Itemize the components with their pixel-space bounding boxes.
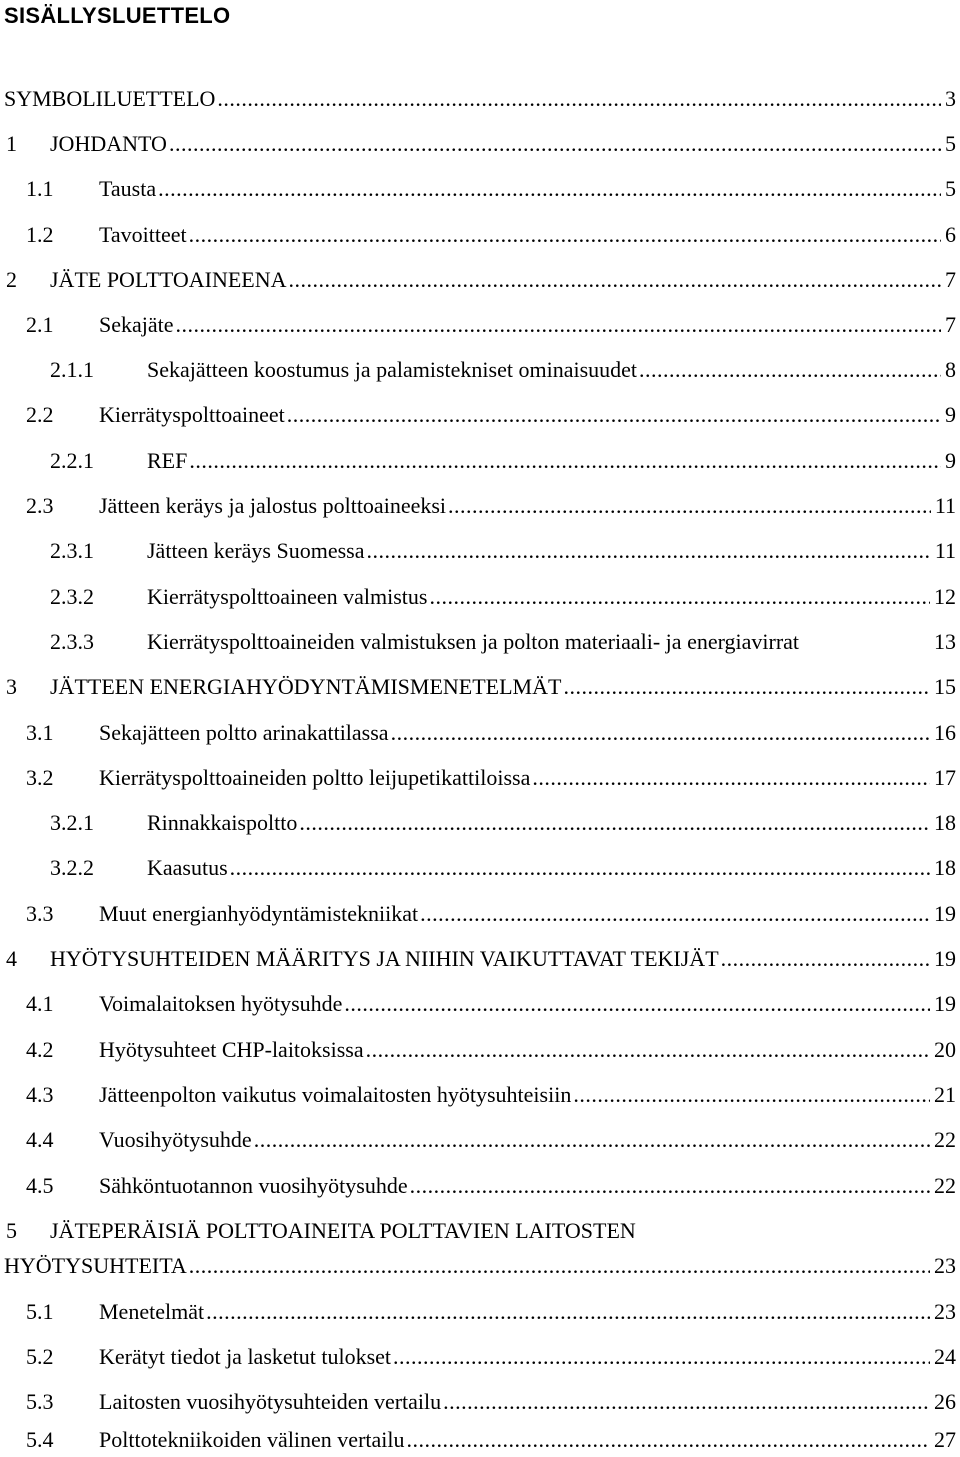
toc-entry-number: 4 [6,946,17,971]
toc-entry-3-2-2[interactable] [0,853,958,883]
toc-leader-dots [289,265,942,295]
toc-entry-title: JOHDANTO [50,131,167,156]
toc-entry-number: 2.3.2 [50,584,94,609]
toc-entry-3-3[interactable] [0,899,958,929]
toc-entry-page: 21 [934,1082,956,1107]
toc-entry-symboliluettelo[interactable] [0,84,958,114]
toc-entry-number: 4.2 [26,1037,54,1062]
toc-entry-title: Laitosten vuosihyötysuhteiden vertailu [99,1389,442,1414]
toc-leader-dots [230,853,930,883]
toc-entry-title: Sekajäte [99,312,174,337]
toc-entry-title: JÄTTEEN ENERGIAHYÖDYNTÄMISMENETELMÄT [50,674,562,699]
toc-entry-page: 22 [934,1173,956,1198]
toc-entry-title-line1: JÄTEPERÄISIÄ POLTTOAINEITA POLTTAVIEN LAITOSTEN [50,1218,636,1243]
toc-entry-number: 5.3 [26,1389,54,1414]
toc-entry-2-1-1[interactable] [0,355,958,385]
toc-leader-dots [443,1387,930,1417]
toc-entry-title: Voimalaitoksen hyötysuhde [99,991,343,1016]
toc-entry-number: 2.3.1 [50,538,94,563]
toc-entry-number: 2.1.1 [50,357,94,382]
toc-leader-dots [158,174,941,204]
toc-entry-title: Muut energianhyödyntämistekniikat [99,901,419,926]
toc-leader-dots [299,808,930,838]
toc-entry-page: 26 [934,1389,956,1414]
toc-entry-page: 24 [934,1344,956,1369]
toc-entry-2-3-1[interactable] [0,536,958,566]
toc-leader-dots [393,1342,930,1372]
toc-entry-title-line2: HYÖTYSUHTEITA [4,1253,187,1278]
toc-leader-dots [344,989,930,1019]
toc-leader-dots [217,84,941,114]
toc-entry-number: 5.4 [26,1427,54,1452]
toc-entry-4-1[interactable] [0,989,958,1019]
toc-entry-page: 13 [934,629,956,654]
toc-entry-page: 16 [934,720,956,745]
toc-entry-number: 2.3.3 [50,629,94,654]
toc-entry-page: 7 [945,267,956,292]
toc-leader-dots [189,220,941,250]
toc-entry-4-4[interactable] [0,1125,958,1155]
toc-leader-dots [206,1297,930,1327]
toc-entry-page: 11 [934,538,956,563]
toc-leader-dots [639,355,941,385]
toc-entry-title: SYMBOLILUETTELO [4,86,216,111]
toc-entry-number: 2.2 [26,402,54,427]
toc-entry-title: Tausta [99,176,157,201]
toc-leader-dots [287,400,941,430]
toc-leader-dots [189,446,941,476]
toc-entry-3-2[interactable] [0,763,958,793]
toc-leader-dots [573,1080,930,1110]
toc-entry-title: Vuosihyötysuhde [99,1127,252,1152]
toc-entry-2-3[interactable] [0,491,958,521]
toc-entry-page: 9 [945,402,956,427]
toc-leader-dots [532,763,930,793]
toc-entry-3-1[interactable] [0,718,958,748]
toc-leader-dots [176,310,941,340]
toc-entry-title: Jätteen keräys ja jalostus polttoaineeksi [99,493,447,518]
toc-heading: SISÄLLYSLUETTELO [4,3,231,28]
toc-entry-number: 4.5 [26,1173,54,1198]
toc-entry-4-2[interactable] [0,1035,958,1065]
toc-leader-dots [429,582,930,612]
toc-entry-title: Sekajätteen koostumus ja palamistekniset ominaisuudet [147,357,638,382]
toc-entry-4[interactable] [0,944,958,974]
toc-entry-title: Polttotekniikoiden välinen vertailu [99,1427,405,1452]
toc-entry-title: Hyötysuhteet CHP-laitoksissa [99,1037,364,1062]
toc-entry-number: 3.2.1 [50,810,94,835]
toc-entry-5-1[interactable] [0,1297,958,1327]
toc-entry-2-3-3[interactable] [0,627,958,657]
toc-entry-5[interactable] [0,1216,958,1282]
toc-entry-page: 9 [945,448,956,473]
toc-entry-page: 5 [945,131,956,156]
toc-leader-dots [410,1171,930,1201]
toc-entry-1-1[interactable] [0,174,958,204]
toc-entry-page: 12 [934,584,956,609]
toc-entry-title: Rinnakkaispoltto [147,810,298,835]
toc-entry-number: 4.1 [26,991,54,1016]
toc-entry-page: 18 [934,855,956,880]
toc-entry-4-5[interactable] [0,1171,958,1201]
toc-entry-number: 1.2 [26,222,54,247]
toc-entry-page: 18 [934,810,956,835]
toc-leader-dots [189,1251,930,1281]
toc-entry-2-3-2[interactable] [0,582,958,612]
toc-entry-5-3[interactable] [0,1387,958,1417]
toc-leader-dots [367,536,931,566]
toc-entry-2-2-1[interactable] [0,446,958,476]
toc-leader-dots [448,491,931,521]
toc-leader-dots [169,129,941,159]
toc-entry-page: 11 [934,493,956,518]
toc-entry-number: 3.2.2 [50,855,94,880]
toc-entry-page: 23 [934,1299,956,1324]
toc-entry-title: Kierrätyspolttoaineet [99,402,285,427]
toc-entry-title: Jätteen keräys Suomessa [147,538,365,563]
toc-entry-page: 3 [945,86,956,111]
toc-entry-3[interactable] [0,672,958,702]
toc-entry-2-1[interactable] [0,310,958,340]
toc-entry-2-2[interactable] [0,400,958,430]
toc-entry-1[interactable] [0,129,958,159]
toc-entry-title: Kierrätyspolttoaineiden poltto leijupetikattiloissa [99,765,531,790]
toc-entry-page: 8 [945,357,956,382]
toc-entry-page: 20 [934,1037,956,1062]
toc-leader-dots [254,1125,930,1155]
toc-leader-dots [420,899,930,929]
toc-entry-title: Jätteenpolton vaikutus voimalaitosten hyötysuhteisiin [99,1082,572,1107]
toc-entry-number: 3.2 [26,765,54,790]
toc-entry-number: 4.3 [26,1082,54,1107]
toc-entry-page: 22 [934,1127,956,1152]
toc-entry-number: 3.1 [26,720,54,745]
toc-entry-page: 23 [934,1253,956,1278]
toc-entry-title: REF [147,448,188,473]
toc-entry-page: 17 [934,765,956,790]
toc-entry-title: Kaasutus [147,855,228,880]
toc-entry-number: 1 [6,131,17,156]
toc-entry-number: 5.2 [26,1344,54,1369]
toc-entry-title: Tavoitteet [99,222,187,247]
toc-entry-number: 4.4 [26,1127,54,1152]
toc-entry-5-2[interactable] [0,1342,958,1372]
toc-entry-title: Sähköntuotannon vuosihyötysuhde [99,1173,408,1198]
toc-entry-page: 15 [934,674,956,699]
toc-entry-title: Sekajätteen poltto arinakattilassa [99,720,389,745]
toc-entry-page: 7 [945,312,956,337]
toc-leader-dots [407,1425,931,1455]
toc-entry-page: 6 [945,222,956,247]
toc-entry-title: Menetelmät [99,1299,205,1324]
toc-entry-title: Kierrätyspolttoaineiden valmistuksen ja polton materiaali- ja energiavirrat [147,629,800,654]
toc-entry-4-3[interactable] [0,1080,958,1110]
toc-entry-3-2-1[interactable] [0,808,958,838]
toc-entry-number: 2.1 [26,312,54,337]
toc-entry-title: Kierrätyspolttoaineen valmistus [147,584,428,609]
toc-entry-title: HYÖTYSUHTEIDEN MÄÄRITYS JA NIIHIN VAIKUTTAVAT TEKIJÄT [50,946,719,971]
toc-entry-number: 1.1 [26,176,54,201]
toc-entry-number: 3 [6,674,17,699]
toc-entry-5-4[interactable] [0,1425,958,1455]
toc-entry-number: 5 [6,1218,17,1243]
toc-leader-dots [563,672,930,702]
toc-entry-number: 3.3 [26,901,54,926]
toc-entry-page: 19 [934,946,956,971]
toc-leader-dots [721,944,930,974]
toc-entry-title: JÄTE POLTTOAINEENA [50,267,287,292]
toc-entry-title: Kerätyt tiedot ja lasketut tulokset [99,1344,392,1369]
toc-leader-dots [366,1035,930,1065]
toc-entry-page: 5 [945,176,956,201]
toc-entry-number: 5.1 [26,1299,54,1324]
toc-entry-page: 27 [934,1427,956,1452]
toc-entry-2[interactable] [0,265,958,295]
toc-entry-page: 19 [934,991,956,1016]
toc-leader-dots [391,718,930,748]
toc-entry-1-2[interactable] [0,220,958,250]
toc-entry-number: 2 [6,267,17,292]
toc-entry-number: 2.2.1 [50,448,94,473]
toc-entry-number: 2.3 [26,493,54,518]
toc-entry-page: 19 [934,901,956,926]
